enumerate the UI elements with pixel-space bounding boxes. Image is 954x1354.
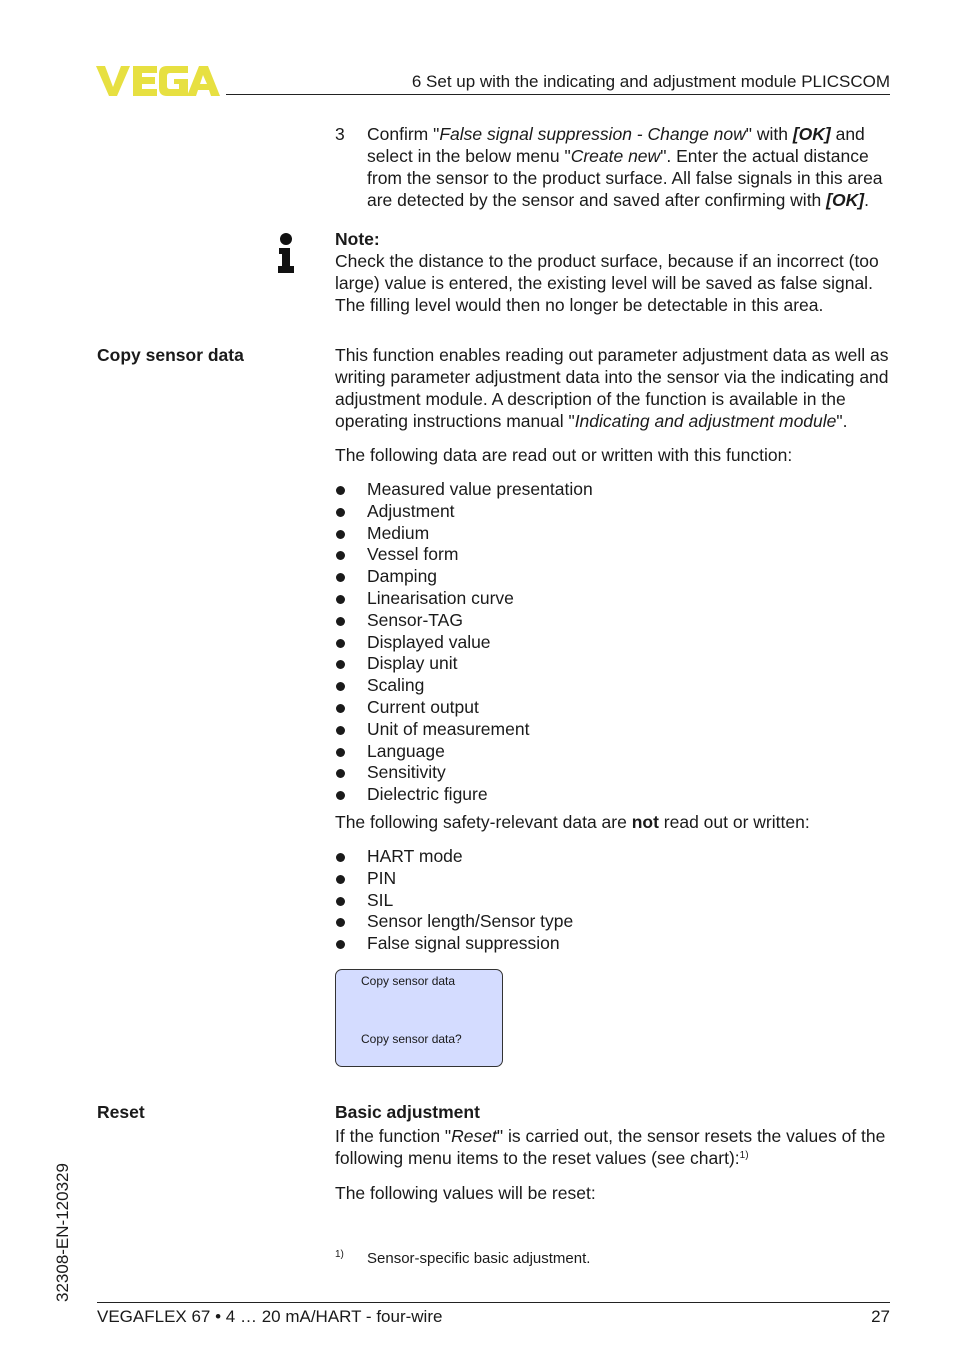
footer-rule: [97, 1302, 890, 1303]
basic-adjustment-heading: Basic adjustment: [335, 1102, 480, 1122]
vega-logo: [96, 64, 220, 98]
list-item: Language: [335, 741, 891, 763]
list-item: Vessel form: [335, 544, 891, 566]
list-item: Display unit: [335, 653, 891, 675]
list-item: SIL: [335, 890, 891, 912]
copy-list-intro: The following data are read out or written with this function:: [335, 445, 793, 465]
list-item: Damping: [335, 566, 891, 588]
copy-sensor-data-heading: Copy sensor data: [97, 345, 244, 365]
list-item: PIN: [335, 868, 891, 890]
list-item: Sensor-TAG: [335, 610, 891, 632]
footnote-mark: 1): [335, 1249, 344, 1260]
copied-data-list: [335, 479, 891, 806]
list-item: Unit of measurement: [335, 719, 891, 741]
footnote-reference: 1): [739, 1150, 749, 1161]
list-item: False signal suppression: [335, 933, 891, 955]
safety-intro: The following safety-relevant data are not read out or written:: [335, 812, 810, 832]
step-number: 3: [335, 124, 345, 144]
footer-product: VEGAFLEX 67 • 4 … 20 mA/HART - four-wire: [97, 1307, 443, 1326]
list-item: HART mode: [335, 846, 891, 868]
list-item: Adjustment: [335, 501, 891, 523]
list-item: Sensor length/Sensor type: [335, 911, 891, 933]
section-header: 6 Set up with the indicating and adjustment module PLICSCOM: [411, 72, 890, 91]
safety-data-list: [335, 846, 891, 955]
display-title: Copy sensor data: [361, 974, 456, 988]
note-block: [335, 228, 891, 316]
page-number: 27: [871, 1307, 890, 1326]
copy-intro: This function enables reading out parameter adjustment data as well as writing parameter adjustment data into the sensor via the indicating and adjustment module. A description of the function is available in the operating instructions manual "Indicating and adjustment module".: [335, 345, 889, 431]
document-id: 32308-EN-120329: [53, 1163, 72, 1302]
step-text: Confirm "False signal suppression - Change now" with [OK] and select in the below menu "Create new". Enter the actual distance from the sensor to the product surface. All false signals in this area are detected by the sensor and saved after confirming with [OK].: [367, 124, 883, 210]
list-item: Current output: [335, 697, 891, 719]
list-item: Displayed value: [335, 632, 891, 654]
footnote-text: Sensor-specific basic adjustment.: [367, 1250, 591, 1267]
reset-values-intro: The following values will be reset:: [335, 1183, 596, 1203]
reset-paragraph: If the function "Reset" is carried out, the sensor resets the values of the following menu items to the reset values (see chart):$^{1)}$: [335, 1126, 886, 1168]
reset-heading: Reset: [97, 1102, 145, 1122]
display-prompt: Copy sensor data?: [361, 1032, 462, 1046]
display-screen: [335, 969, 503, 1067]
list-item: Scaling: [335, 675, 891, 697]
list-item: Medium: [335, 523, 891, 545]
note-text: Check the distance to the product surface, because if an incorrect (too large) value is entered, the existing level will be saved as false signal. The filling level would then no longer be detectable in this area.: [335, 251, 879, 315]
list-item: Sensitivity: [335, 762, 891, 784]
list-item: Linearisation curve: [335, 588, 891, 610]
step-3: [335, 123, 891, 211]
list-item: Measured value presentation: [335, 479, 891, 501]
header-rule: [226, 94, 890, 95]
info-icon: [274, 232, 298, 274]
list-item: Dielectric figure: [335, 784, 891, 806]
note-title: Note:: [335, 229, 380, 249]
